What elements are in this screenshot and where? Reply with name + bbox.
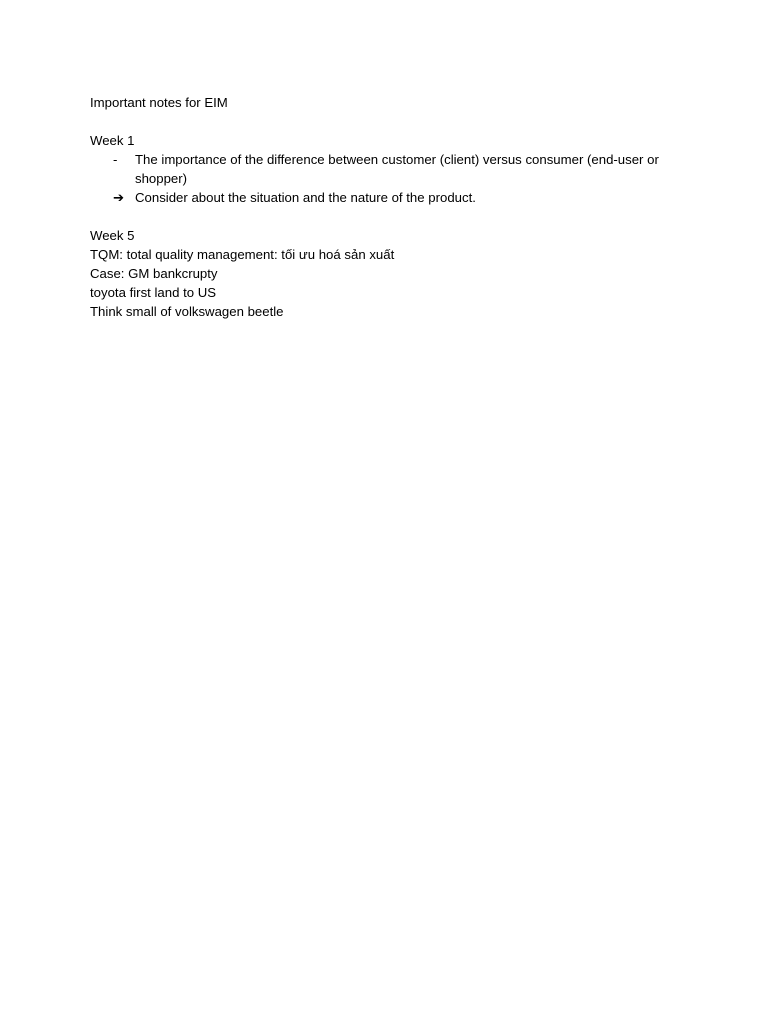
- empty-paragraph: [90, 207, 680, 226]
- dash-bullet-marker: -: [113, 152, 118, 167]
- week1-heading: Week 1: [90, 133, 135, 148]
- document-body: [90, 93, 680, 321]
- arrow-right-icon: ➔: [113, 190, 125, 205]
- week5-heading: Week 5: [90, 228, 135, 243]
- week1-bullet-text: The importance of the difference between customer (client) versus consumer (end-user or shopper): [135, 152, 659, 186]
- empty-paragraph: [90, 112, 680, 131]
- document-title: Important notes for EIM: [90, 95, 228, 110]
- week5-line-volkswagen: Think small of volkswagen beetle: [90, 304, 284, 319]
- week5-line-case: Case: GM bankcrupty: [90, 266, 218, 281]
- week1-arrow-item: [90, 188, 680, 207]
- week1-arrow-text: Consider about the situation and the nature of the product.: [135, 190, 476, 205]
- week5-line-toyota: toyota first land to US: [90, 285, 217, 300]
- week5-line-tqm: TQM: total quality management: tối ưu hoá sản xuất: [90, 247, 395, 262]
- week1-bullet-item: [90, 150, 680, 188]
